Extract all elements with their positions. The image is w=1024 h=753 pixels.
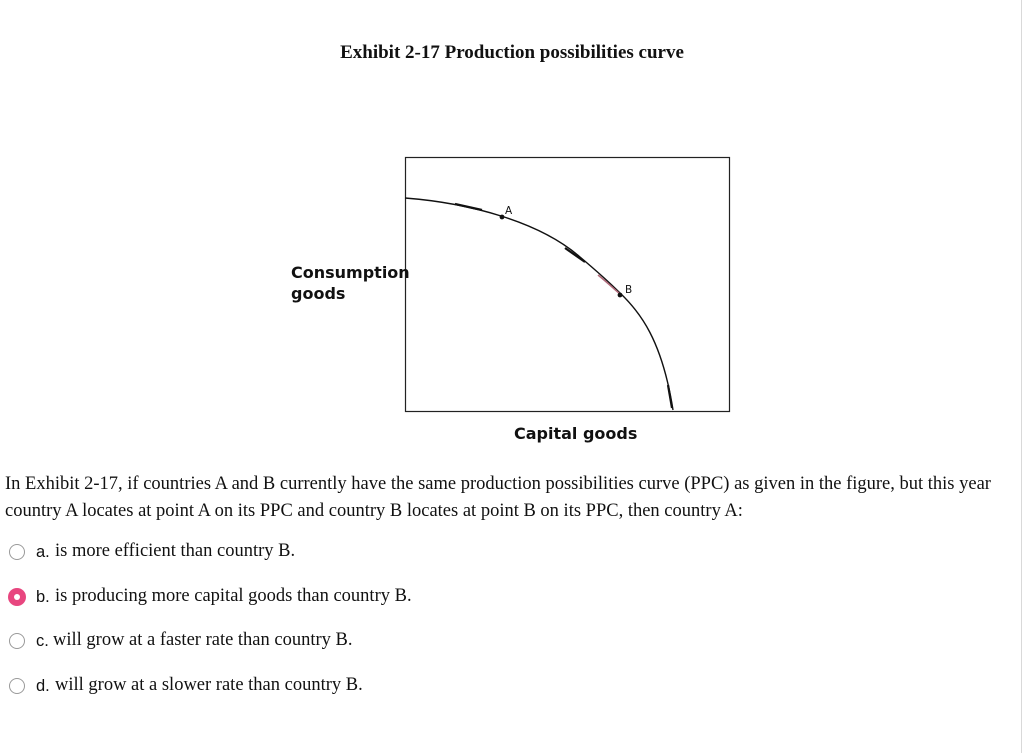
option-d-letter: d.	[36, 677, 50, 695]
radio-option-b[interactable]	[8, 588, 26, 606]
option-c[interactable]	[0, 630, 400, 654]
exhibit-title: Exhibit 2-17 Production possibilities curve	[340, 42, 684, 63]
option-a-letter: a.	[36, 543, 50, 561]
y-axis-label-line2: goods	[291, 284, 346, 303]
option-a-text: is more efficient than country B.	[55, 541, 296, 561]
radio-option-c[interactable]	[9, 633, 25, 649]
question-text: In Exhibit 2-17, if countries A and B currently have the same production possibilities curve (PPC) as given in the figure, but this year country A locates at point A on its PPC and country B locates at point B on its PPC, then country A:	[5, 474, 991, 521]
x-axis-label: Capital goods	[514, 424, 638, 443]
option-b[interactable]	[0, 586, 500, 610]
point-b-label: B	[625, 284, 633, 296]
point-a-marker	[500, 215, 505, 220]
option-c-letter: c.	[36, 632, 49, 650]
option-d-text: will grow at a slower rate than country B.	[55, 675, 363, 695]
y-axis-label	[291, 262, 411, 304]
plot-frame	[406, 158, 730, 412]
option-b-text: is producing more capital goods than country B.	[55, 586, 412, 606]
option-a[interactable]	[0, 541, 400, 565]
radio-option-d[interactable]	[9, 678, 25, 694]
option-c-text: will grow at a faster rate than country B.	[53, 630, 353, 650]
option-b-letter: b.	[36, 588, 50, 606]
point-b-marker	[618, 293, 623, 298]
radio-option-a[interactable]	[9, 544, 25, 560]
point-a-label: A	[505, 205, 513, 217]
y-axis-label-line1: Consumption	[291, 263, 410, 282]
option-d[interactable]	[0, 675, 420, 699]
